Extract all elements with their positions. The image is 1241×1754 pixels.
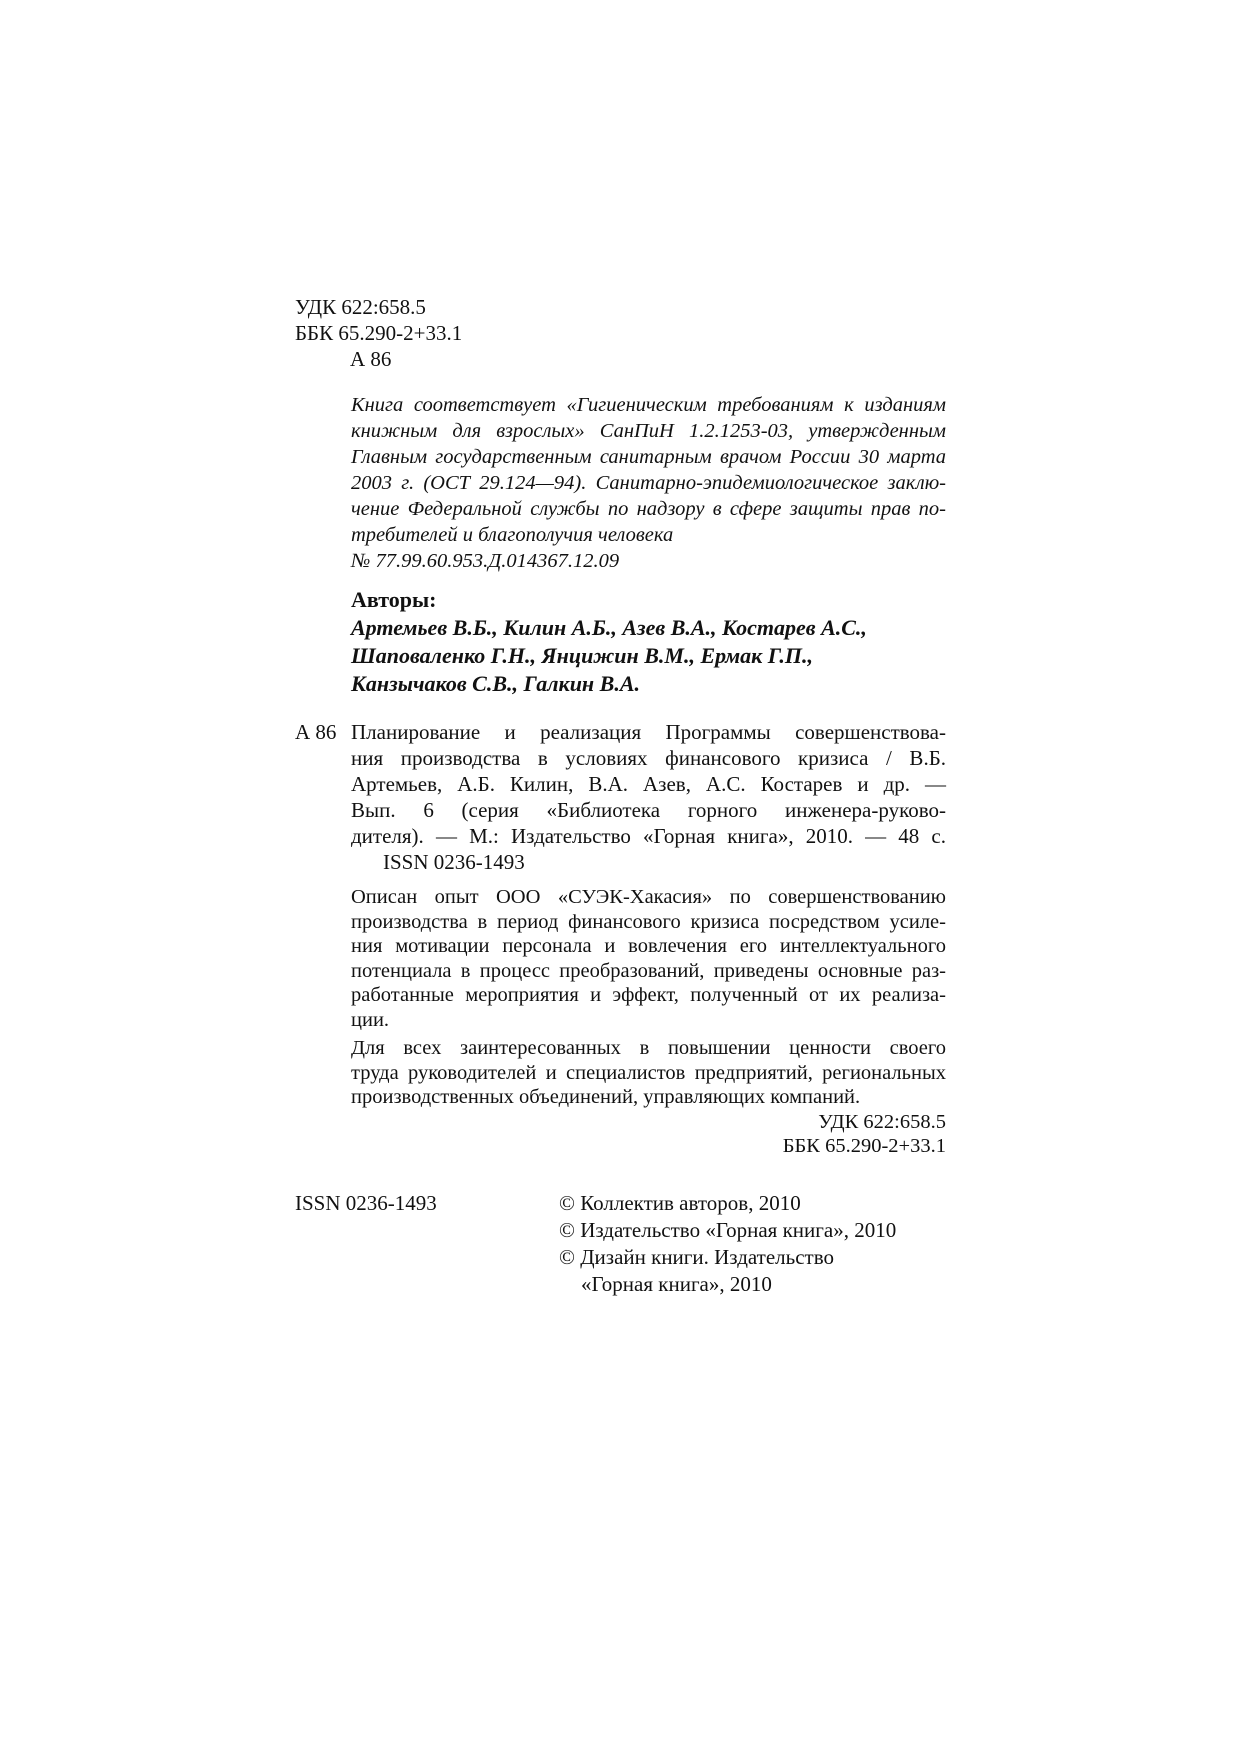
classification-codes (295, 294, 462, 372)
copyright-line: «Горная книга», 2010 (581, 1272, 772, 1296)
bibliographic-record (295, 719, 946, 875)
hygiene-line: чение Федеральной службы по надзору в сфере защиты прав по- (351, 498, 946, 520)
abstract-line: работанные мероприятия и эффект, полученный от их реализа- (351, 984, 946, 1006)
hygiene-line: Главным государственным санитарным врачом России 30 марта (351, 446, 946, 468)
bbk-code: ББК 65.290-2+33.1 (295, 321, 463, 345)
audience-line: труда руководителей и специалистов предприятий, региональных (351, 1061, 946, 1084)
bibliographic-line: ния производства в условиях финансового кризиса / В.Б. (351, 746, 946, 770)
hygiene-line: 2003 г. (ОСТ 29.124—94). Санитарно-эпидемиологическое заклю- (351, 472, 946, 494)
bibliographic-line: Артемьев, А.Б. Килин, В.А. Азев, А.С. Костарев и др. — (351, 772, 946, 796)
bibliographic-line: дителя). — М.: Издательство «Горная книга», 2010. — 48 с. (351, 824, 946, 848)
copyright-line: © Коллектив авторов, 2010 (559, 1191, 801, 1215)
copyright-line: © Дизайн книги. Издательство (559, 1245, 835, 1269)
hygiene-line: книжным для взрослых» СанПиН 1.2.1253-03, утвержденным (351, 420, 946, 442)
audience-line: производственных объединений, управляющих компаний. (351, 1086, 861, 1108)
authors-line: Канзычаков С.В., Галкин В.А. (351, 671, 640, 696)
author-mark: А 86 (350, 347, 392, 371)
udk-code: УДК 622:658.5 (295, 295, 426, 319)
audience-line: Для всех заинтересованных в повышении ценности своего (351, 1037, 946, 1059)
bibliographic-line: Вып. 6 (серия «Библиотека горного инженера-руково- (351, 798, 946, 822)
hygiene-certificate-number: № 77.99.60.953.Д.014367.12.09 (351, 550, 620, 572)
copyright-block (559, 1190, 896, 1298)
abstract-line: Описан опыт ООО «СУЭК-Хакасия» по совершенствованию (351, 886, 946, 908)
footer-issn: ISSN 0236-1493 (295, 1191, 437, 1215)
authors-section (351, 586, 951, 698)
bibliographic-line: Планирование и реализация Программы совершенствова- (351, 720, 946, 744)
abstract-udk-code: УДК 622:658.5 (818, 1110, 946, 1133)
abstract-line: ции. (351, 1008, 390, 1031)
authors-line: Шаповаленко Г.Н., Янцижин В.М., Ермак Г.П., (351, 643, 814, 668)
hygiene-line: требителей и благополучия человека (351, 524, 674, 546)
authors-heading: Авторы: (351, 587, 437, 612)
hygiene-line: Книга соответствует «Гигиеническим требованиям к изданиям (351, 394, 946, 416)
abstract-line: потенциала в процесс преобразований, приведены основные раз- (351, 959, 946, 982)
abstract (351, 885, 946, 1159)
abstract-line: ния мотивации персонала и вовлечения его интеллектуального (351, 935, 946, 957)
abstract-line: производства в период финансового кризиса посредством усиле- (351, 910, 946, 933)
bibliographic-issn: ISSN 0236-1493 (383, 850, 525, 874)
authors-line: Артемьев В.Б., Килин А.Б., Азев В.А., Костарев А.С., (351, 615, 867, 640)
copyright-line: © Издательство «Горная книга», 2010 (559, 1218, 897, 1242)
bibliographic-tag: А 86 (295, 720, 337, 744)
abstract-bbk-code: ББК 65.290-2+33.1 (782, 1135, 946, 1157)
hygiene-notice (351, 392, 946, 574)
